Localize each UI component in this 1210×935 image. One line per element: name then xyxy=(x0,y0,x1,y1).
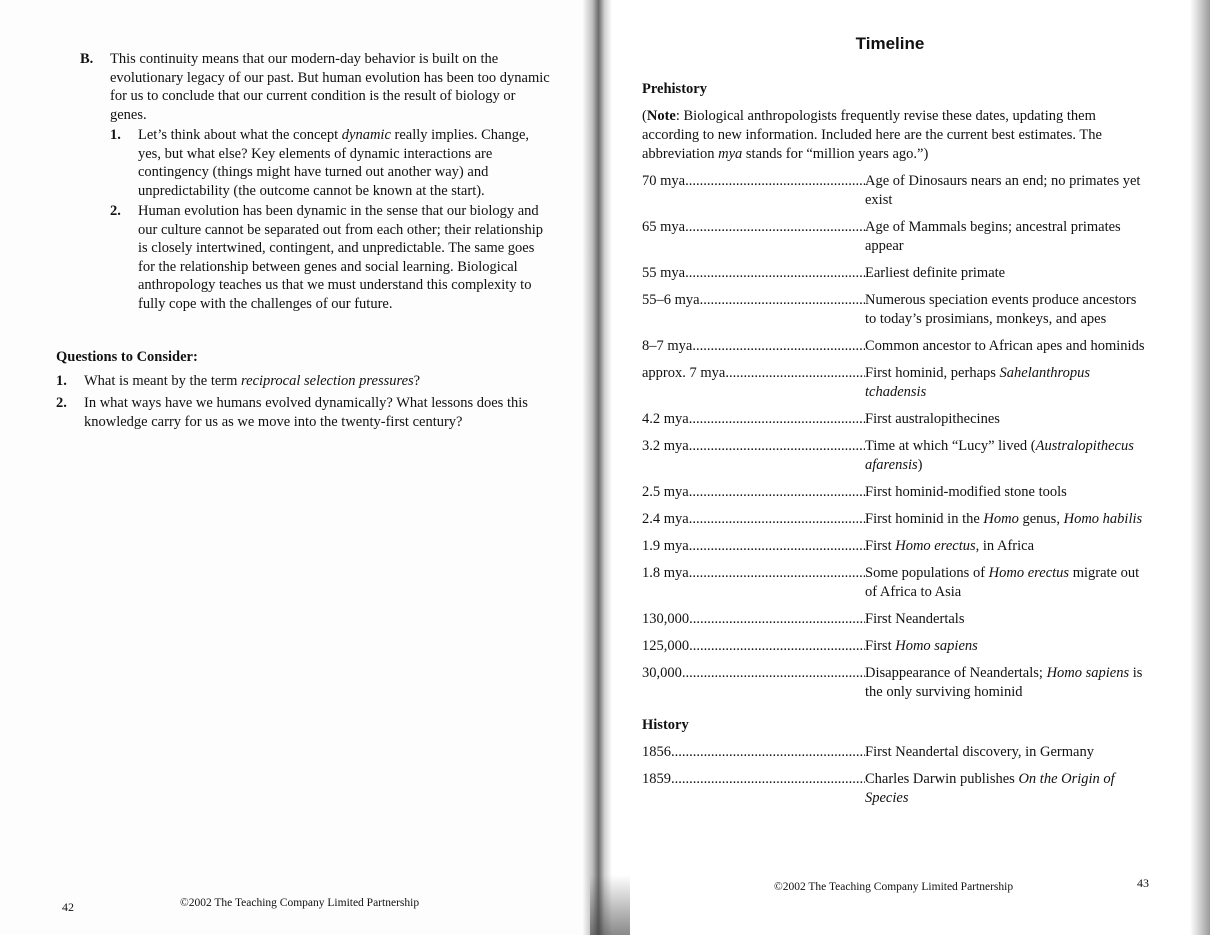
text-run: Common ancestor to African apes and hominids xyxy=(865,338,1145,354)
timeline-date xyxy=(642,264,865,283)
timeline-date-text: 8–7 mya xyxy=(642,338,693,354)
timeline-entry xyxy=(642,510,1147,529)
timeline-date xyxy=(642,664,865,702)
text-run: In what ways have we humans evolved dynamically? What lessons does this knowledge carry for us as we move into the twenty-first century? xyxy=(84,395,528,430)
timeline-date xyxy=(642,510,865,529)
text-run: Age of Dinosaurs nears an end; no primates yet exist xyxy=(865,173,1141,208)
timeline-date-text: 130,000 xyxy=(642,611,690,627)
timeline-entry xyxy=(642,264,1147,283)
section-b-intro: This continuity means that our modern-day behavior is built on the evolutionary legacy of our past. But human evolution has been too dynamic for us to conclude that our current condition is the result of biology or genes. xyxy=(110,51,550,123)
text-run: First xyxy=(865,638,896,654)
sub-point-text xyxy=(138,202,550,313)
timeline-date xyxy=(642,637,865,656)
dot-leader xyxy=(689,437,865,456)
dot-leader xyxy=(725,364,865,383)
timeline-date-text: 1.9 mya xyxy=(642,538,689,554)
text-run: Numerous speciation events produce ancestors to today’s prosimians, monkeys, and apes xyxy=(865,292,1137,327)
timeline-date xyxy=(642,291,865,329)
text-run: Earliest definite primate xyxy=(865,265,1006,281)
text-run: First Neandertal discovery, in Germany xyxy=(865,744,1094,760)
timeline-date xyxy=(642,364,865,402)
timeline-entry xyxy=(642,218,1147,256)
text-run: Let’s think about what the concept xyxy=(138,127,342,143)
text-run: First hominid in the xyxy=(865,511,984,527)
timeline-entry xyxy=(642,664,1147,702)
dot-leader xyxy=(689,410,865,429)
timeline-entry xyxy=(642,564,1147,602)
question-text xyxy=(84,394,556,431)
timeline-entry xyxy=(642,743,1147,762)
dot-leader xyxy=(685,172,865,191)
timeline-title: Timeline xyxy=(855,34,925,53)
dot-leader xyxy=(682,664,865,683)
question-item xyxy=(56,394,556,431)
timeline-entry xyxy=(642,610,1147,629)
text-run: : Biological anthropologists frequently revise these dates, updating them according to new information. Included here are the current best estimates. The abbreviation xyxy=(642,108,1102,162)
text-run: First xyxy=(865,538,896,554)
timeline-event xyxy=(865,291,1147,329)
timeline-event xyxy=(865,770,1147,808)
timeline-date-text: 1859 xyxy=(642,771,671,787)
timeline-entry xyxy=(642,637,1147,656)
timeline-date-text: 2.5 mya xyxy=(642,484,689,500)
emphasis-text: Sahelanthropus tchadensis xyxy=(865,365,1091,400)
text-run: really implies. Change, yes, but what else? Key elements of dynamic interactions are contingency (things might have turned out another way) and unpredictability (the outcome cannot be known at the start). xyxy=(138,127,530,199)
text-run: genus, xyxy=(1018,511,1064,527)
prehistory-list xyxy=(642,172,1147,702)
text-run: Some populations of xyxy=(865,565,989,581)
questions-to-consider xyxy=(56,348,556,435)
text-run: Human evolution has been dynamic in the sense that our biology and our culture cannot be separated out from each other; their relationship is closely intertwined, contingent, and unpredictable. The same goes for the relationship between genes and social learning. Biological anthropology teaches us that we must understand this complexity to fully cope with the challenges of our future. xyxy=(138,203,544,312)
text-run: First hominid-modified stone tools xyxy=(865,484,1067,500)
dot-leader xyxy=(692,337,865,356)
timeline-date xyxy=(642,483,865,502)
emphasis-text: Homo erectus xyxy=(895,538,976,554)
text-run: stands for “million years ago.”) xyxy=(742,146,929,162)
text-run: First Neandertals xyxy=(865,611,965,627)
timeline-event xyxy=(865,637,1147,656)
text-run: Age of Mammals begins; ancestral primates appear xyxy=(865,219,1121,254)
timeline-entry xyxy=(642,483,1147,502)
book-gutter xyxy=(582,0,612,935)
timeline-event xyxy=(865,510,1147,529)
timeline-event xyxy=(865,743,1147,762)
timeline-date xyxy=(642,410,865,429)
timeline-event xyxy=(865,337,1147,356)
timeline-entry xyxy=(642,364,1147,402)
timeline-date xyxy=(642,537,865,556)
sub-point-2 xyxy=(110,202,550,313)
timeline-entry xyxy=(642,537,1147,556)
timeline-date xyxy=(642,218,865,256)
timeline-date xyxy=(642,610,865,629)
prehistory-heading: Prehistory xyxy=(642,81,707,97)
timeline-event xyxy=(865,410,1147,429)
timeline-date-text: 65 mya xyxy=(642,219,686,235)
history-list xyxy=(642,743,1147,808)
timeline-entry xyxy=(642,291,1147,329)
timeline-date-text: 1.8 mya xyxy=(642,565,689,581)
question-text xyxy=(84,372,556,391)
page-number-right: 43 xyxy=(1137,876,1149,890)
timeline-date xyxy=(642,337,865,356)
emphasis-text: Homo habilis xyxy=(1063,511,1143,527)
text-run: Disappearance of Neandertals; xyxy=(865,665,1047,681)
timeline-date-text: 55 mya xyxy=(642,265,686,281)
timeline-date xyxy=(642,564,865,602)
questions-heading: Questions to Consider: xyxy=(56,349,198,365)
timeline-entry xyxy=(642,410,1147,429)
timeline-date-text: approx. 7 mya xyxy=(642,365,726,381)
timeline-date xyxy=(642,770,865,808)
page-edge-shadow xyxy=(1190,0,1210,935)
timeline-date-text: 3.2 mya xyxy=(642,438,689,454)
dot-leader xyxy=(689,610,865,629)
dot-leader xyxy=(689,510,865,529)
fold-shadow xyxy=(590,875,630,935)
timeline-date xyxy=(642,743,865,762)
timeline-entry xyxy=(642,770,1147,808)
text-run: Charles Darwin publishes xyxy=(865,771,1019,787)
text-run: , in Africa xyxy=(975,538,1035,554)
timeline-entry xyxy=(642,437,1147,475)
question-number: 1. xyxy=(56,372,67,389)
page-number-left: 42 xyxy=(62,900,74,914)
text-run: ? xyxy=(413,372,421,389)
emphasis-text: Homo xyxy=(983,511,1019,527)
emphasis-text: Homo sapiens xyxy=(1046,665,1130,681)
sub-point-1 xyxy=(110,126,550,200)
emphasis-text: Homo erectus xyxy=(988,565,1070,581)
timeline-date-text: 70 mya xyxy=(642,173,686,189)
dot-leader xyxy=(671,770,865,789)
timeline-event xyxy=(865,218,1147,256)
dot-leader xyxy=(671,743,865,762)
dot-leader xyxy=(685,264,865,283)
history-heading: History xyxy=(642,717,689,733)
emphasis-text: On the Origin of Species xyxy=(865,771,1115,806)
timeline-event xyxy=(865,437,1147,475)
dot-leader xyxy=(689,483,865,502)
dot-leader xyxy=(700,291,865,310)
text-run: Time at which “Lucy” lived ( xyxy=(865,438,1036,454)
question-item xyxy=(56,372,556,391)
timeline-event xyxy=(865,664,1147,702)
text-run: First hominid, perhaps xyxy=(865,365,1000,381)
timeline-event xyxy=(865,564,1147,602)
timeline-date xyxy=(642,437,865,475)
timeline-date-text: 4.2 mya xyxy=(642,411,689,427)
timeline-date-text: 1856 xyxy=(642,744,671,760)
emphasis-text: Homo sapiens xyxy=(895,638,978,654)
text-run: What is meant by the term xyxy=(84,372,242,389)
dot-leader xyxy=(685,218,865,237)
note-label: Note xyxy=(646,108,676,124)
timeline-date xyxy=(642,172,865,210)
timeline-event xyxy=(865,172,1147,210)
timeline-entry xyxy=(642,172,1147,210)
question-number: 2. xyxy=(56,395,67,411)
emphasis-text: Australopithecus afarensis xyxy=(865,438,1134,473)
dot-leader xyxy=(689,537,865,556)
timeline-event xyxy=(865,537,1147,556)
timeline-date-text: 125,000 xyxy=(642,638,690,654)
text-run: migrate out of Africa to Asia xyxy=(865,565,1140,600)
section-b xyxy=(80,50,550,313)
sub-point-text xyxy=(138,126,550,200)
copyright-footer-left: ©2002 The Teaching Company Limited Partnership xyxy=(180,897,420,909)
text-run: ) xyxy=(917,457,923,473)
timeline-event xyxy=(865,483,1147,502)
timeline-entry xyxy=(642,337,1147,356)
timeline-note: (Note: Biological anthropologists frequently revise these dates, updating them according to new information. Included here are the current best estimates. The abbreviation mya stands for “million years ago.”) xyxy=(642,108,1102,162)
dot-leader xyxy=(689,637,865,656)
timeline-event xyxy=(865,264,1147,283)
timeline xyxy=(642,80,1147,816)
dot-leader xyxy=(689,564,865,583)
emphasis-text: reciprocal selection pressures xyxy=(241,372,414,389)
copyright-footer-right: ©2002 The Teaching Company Limited Partnership xyxy=(774,881,1014,893)
emphasis-text: mya xyxy=(718,146,743,162)
sub-point-number: 2. xyxy=(110,203,121,219)
text-run: First australopithecines xyxy=(865,411,1000,427)
section-marker: B. xyxy=(80,51,94,67)
timeline-event xyxy=(865,364,1147,402)
timeline-date-text: 2.4 mya xyxy=(642,511,689,527)
timeline-event xyxy=(865,610,1147,629)
emphasis-text: dynamic xyxy=(341,127,391,143)
text-run: is the only surviving hominid xyxy=(865,665,1143,700)
timeline-date-text: 30,000 xyxy=(642,665,682,681)
timeline-date-text: 55–6 mya xyxy=(642,292,700,308)
sub-point-number: 1. xyxy=(110,127,121,143)
